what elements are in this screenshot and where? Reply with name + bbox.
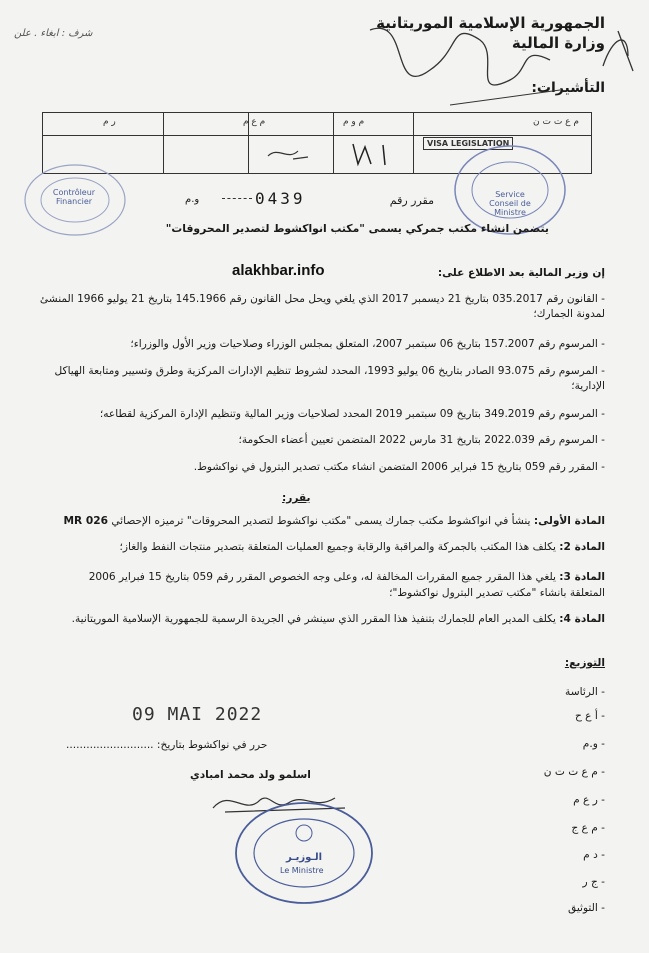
distribution-item: - ر ع م bbox=[573, 794, 605, 806]
table-divider bbox=[163, 113, 164, 173]
article-text: يكلف هذا المكتب بالجمركة والمراقبة والرقابة وجميع العمليات المتعلقة بتصدير منتجات النفط والغاز؛ bbox=[119, 541, 556, 553]
article-4 bbox=[72, 612, 605, 627]
visa-table-header-row bbox=[43, 113, 591, 136]
distribution-item: - م ع ت ت ن bbox=[543, 766, 605, 778]
consideration-item: - المرسوم رقم 157.2007 بتاريخ 06 سبتمبر 2007، المتعلق بمجلس الوزراء وصلاحيات وزير الأول والوزراء؛ bbox=[130, 338, 605, 350]
table-divider bbox=[333, 113, 334, 173]
article-1 bbox=[63, 514, 605, 529]
distribution-item: - أ ع ح bbox=[574, 710, 605, 722]
visa-cell-3: م ع م bbox=[243, 117, 266, 127]
initials-icon bbox=[343, 139, 403, 169]
distribution-item: - الرئاسة bbox=[565, 686, 605, 698]
table-divider bbox=[413, 113, 414, 173]
republic-name: الجمهورية الإسلامية الموريتانية bbox=[376, 14, 605, 32]
seal-text-fr: Le Ministre bbox=[280, 866, 324, 875]
article-label: المادة الأولى: bbox=[533, 515, 605, 527]
article-text: يكلف المدير العام للجمارك بتنفيذ هذا المقرر الذي سينشر في الجريدة الرسمية للجمهورية الإسلامية الموريتانية. bbox=[71, 613, 556, 625]
visa-signature-icon bbox=[350, 10, 580, 120]
seal-text-ar: الـوزيـر bbox=[286, 852, 323, 863]
decree-number-dashes bbox=[222, 198, 252, 199]
place-date: حرر في نواكشوط بتاريخ: .......................... bbox=[66, 739, 268, 751]
article-label: المادة 3: bbox=[559, 571, 605, 583]
visas-label: التأشيرات: bbox=[531, 80, 605, 96]
article-text: يلغي هذا المقرر جميع المقررات المخالفة له، وعلى وجه الخصوص المقرر رقم 059 بتاريخ 15 فبراير 2006 bbox=[88, 571, 556, 583]
consideration-item: - المقرر رقم 059 بتاريخ 15 فبراير 2006 المتضمن انشاء مكتب تصدير البترول في نواكشوط. bbox=[193, 461, 605, 473]
decides-heading: يقرر: bbox=[282, 492, 311, 504]
decree-number-label: مقرر رقم bbox=[389, 194, 434, 207]
distribution-item: - م ع ج bbox=[571, 822, 605, 834]
consideration-item: - القانون رقم 035.2017 بتاريخ 21 ديسمبر 2017 الذي يلغي ويحل محل القانون رقم 145.1966 بتاريخ 21 يوليو 1966 المنشئ لمدونة الجمارك؛ bbox=[39, 293, 605, 320]
visa-cell-2: م و م bbox=[343, 117, 365, 127]
watermark: alakhbar.info bbox=[232, 262, 325, 279]
controleur-financier-stamp-text: Contrôleur Financier bbox=[52, 188, 96, 206]
article-label: المادة 4: bbox=[559, 613, 605, 625]
decree-number-suffix: و.م bbox=[185, 194, 200, 205]
decree-subject: يتضمن انشاء مكتب جمركي يسمى "مكتب انواكشوط لتصدير المحروقات" bbox=[165, 222, 549, 235]
distribution-item: - ج ر bbox=[582, 876, 605, 888]
corner-mark-icon bbox=[598, 26, 638, 76]
distribution-title: التوزيع: bbox=[564, 657, 605, 669]
article-2 bbox=[120, 540, 606, 555]
article-label: المادة 2: bbox=[559, 541, 605, 553]
article-3-continued: المتعلقة بانشاء "مكتب تصدير البترول نواكشوط"؛ bbox=[389, 587, 605, 599]
article-3 bbox=[89, 570, 605, 585]
statistical-code: MR 026 bbox=[63, 515, 108, 527]
consideration-item: - المرسوم رقم 349.2019 بتاريخ 09 سبتمبر 2019 المحدد لصلاحيات وزير المالية وتنظيم الإدارة المركزية لقطاعه؛ bbox=[99, 408, 605, 420]
initials-icon bbox=[263, 141, 313, 166]
minister-name: اسلمو ولد محمد امبادي bbox=[190, 769, 311, 781]
article-text: ينشأ في انواكشوط مكتب جمارك يسمى "مكتب نواكشوط لتصدير المحروقات" ترميزه الإحصائي bbox=[111, 515, 531, 527]
consideration-item: - المرسوم رقم 93.075 الصادر بتاريخ 06 يوليو 1993، المحدد لشروط تنظيم الإدارات المركزية وطرق وتسيير ومتابعة الهياكل الإدارية؛ bbox=[54, 365, 605, 392]
consideration-item: - المرسوم رقم 2022.039 بتاريخ 31 مارس 2022 المتضمن تعيين أعضاء الحكومة؛ bbox=[238, 434, 605, 446]
handwritten-note: شرف : ابغاء . علن bbox=[14, 28, 93, 39]
distribution-item: - التوثيق bbox=[567, 902, 605, 914]
service-conseil-stamp-text: Service Conseil de Ministre bbox=[489, 190, 531, 217]
visa-cell-1: م ع ت ت ن bbox=[533, 117, 579, 127]
distribution-item: - د م bbox=[583, 849, 605, 861]
distribution-item: - و.م bbox=[582, 738, 605, 750]
visa-cell-4: ر م bbox=[103, 117, 116, 127]
visa-legislation-stamp: VISA LEGISLATION bbox=[423, 137, 513, 150]
decree-number: 0439 bbox=[255, 189, 306, 208]
intro-text: إن وزير المالية بعد الاطلاع على: bbox=[437, 267, 605, 279]
ministry-name: وزارة المالية bbox=[511, 34, 605, 52]
date-stamp: 09 MAI 2022 bbox=[132, 704, 263, 725]
